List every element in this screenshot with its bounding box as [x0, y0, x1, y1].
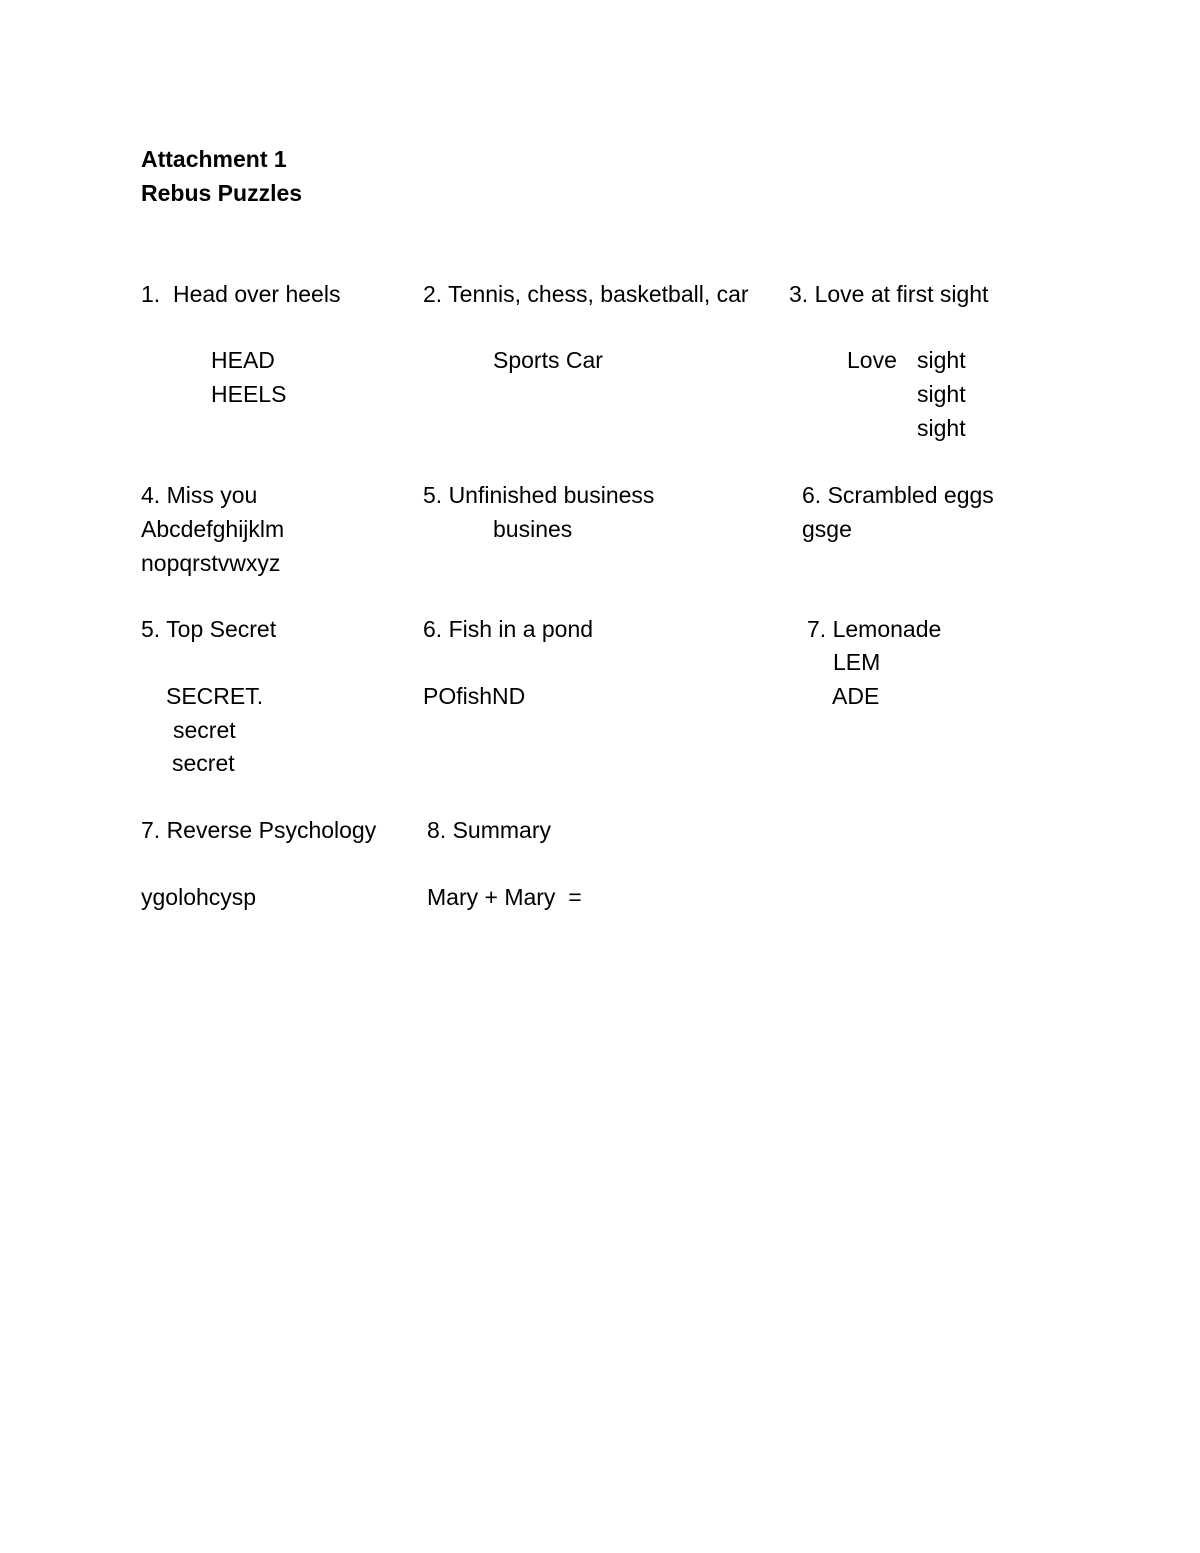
puzzle-5-title: 5. Unfinished business	[423, 482, 655, 508]
puzzle-1-line-2: HEELS	[211, 381, 287, 407]
puzzle-6-title: 6. Scrambled eggs	[802, 482, 994, 508]
puzzle-4-line-1: Abcdefghijklm	[141, 516, 285, 542]
puzzle-1-line-1: HEAD	[211, 347, 275, 373]
puzzle-3-sight-2: sight	[917, 381, 966, 407]
puzzle-3-sight-1: sight	[917, 347, 966, 373]
puzzle-11-line-1: Mary + Mary =	[427, 884, 582, 910]
puzzle-8-line-1: POfishND	[423, 683, 526, 709]
puzzle-7-title: 5. Top Secret	[141, 616, 277, 642]
document-title: Rebus Puzzles	[141, 180, 303, 206]
attachment-heading: Attachment 1	[141, 146, 287, 172]
puzzle-2-line-1: Sports Car	[493, 347, 603, 373]
puzzle-2-title: 2. Tennis, chess, basketball, car	[423, 281, 749, 307]
puzzle-3-sight-3: sight	[917, 415, 966, 441]
puzzle-11-title: 8. Summary	[427, 817, 551, 843]
puzzle-3-title: 3. Love at first sight	[789, 281, 989, 307]
puzzle-4-title: 4. Miss you	[141, 482, 258, 508]
puzzle-8-title: 6. Fish in a pond	[423, 616, 594, 642]
puzzle-9-title: 7. Lemonade	[807, 616, 942, 642]
puzzle-9-line-1: LEM	[833, 649, 881, 675]
puzzle-3-love: Love	[847, 347, 897, 373]
puzzle-5-line-1: busines	[493, 516, 573, 542]
puzzle-10-title: 7. Reverse Psychology	[141, 817, 377, 843]
puzzle-10-line-1: ygolohcysp	[141, 884, 257, 910]
puzzle-1-title: 1. Head over heels	[141, 281, 341, 307]
puzzle-4-line-2: nopqrstvwxyz	[141, 550, 281, 576]
puzzle-9-line-2: ADE	[832, 683, 880, 709]
puzzle-7-line-3: secret	[172, 750, 235, 776]
puzzle-7-line-1: SECRET.	[166, 683, 264, 709]
puzzle-6-line-1: gsge	[802, 516, 852, 542]
puzzle-7-line-2: secret	[173, 717, 236, 743]
